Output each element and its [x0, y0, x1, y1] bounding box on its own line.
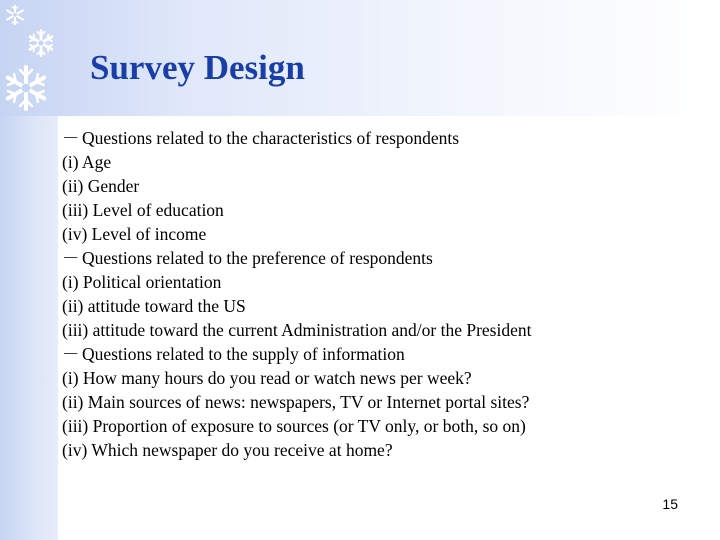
section-heading — [62, 126, 702, 150]
line-text: (ii) attitude toward the US — [62, 296, 246, 316]
list-item — [62, 222, 702, 246]
dash-marker: － — [62, 344, 80, 364]
slide-body — [62, 126, 702, 462]
line-text: (iv) Which newspaper do you receive at home? — [62, 440, 393, 460]
line-text: (i) Political orientation — [62, 272, 222, 292]
line-text: (iii) Level of education — [62, 200, 224, 220]
line-text: (i) Age — [62, 152, 112, 172]
snowflake-icon — [4, 4, 26, 26]
slide-title: Survey Design — [90, 48, 305, 87]
list-item — [62, 270, 702, 294]
list-item — [62, 318, 702, 342]
line-text: (ii) Main sources of news: newspapers, TV or Internet portal sites? — [62, 392, 530, 412]
page-number: 15 — [662, 496, 678, 512]
list-item — [62, 366, 702, 390]
list-item — [62, 414, 702, 438]
list-item — [62, 150, 702, 174]
section-heading — [62, 342, 702, 366]
line-text: (i) How many hours do you read or watch news per week? — [62, 368, 472, 388]
line-text: (iii) attitude toward the current Administration and/or the President — [62, 320, 532, 340]
section-heading — [62, 246, 702, 270]
list-item — [62, 294, 702, 318]
snowflake-icon — [2, 64, 50, 112]
line-text: (ii) Gender — [62, 176, 140, 196]
list-item — [62, 198, 702, 222]
dash-marker: － — [62, 248, 80, 268]
line-text: Questions related to the supply of information — [82, 344, 405, 364]
list-item — [62, 174, 702, 198]
line-text: Questions related to the preference of respondents — [82, 248, 433, 268]
snowflake-icon — [26, 28, 56, 58]
line-text: (iv) Level of income — [62, 224, 207, 244]
list-item — [62, 438, 702, 462]
dash-marker: － — [62, 128, 80, 148]
list-item — [62, 390, 702, 414]
line-text: (iii) Proportion of exposure to sources (or TV only, or both, so on) — [62, 416, 526, 436]
line-text: Questions related to the characteristics of respondents — [82, 128, 460, 148]
